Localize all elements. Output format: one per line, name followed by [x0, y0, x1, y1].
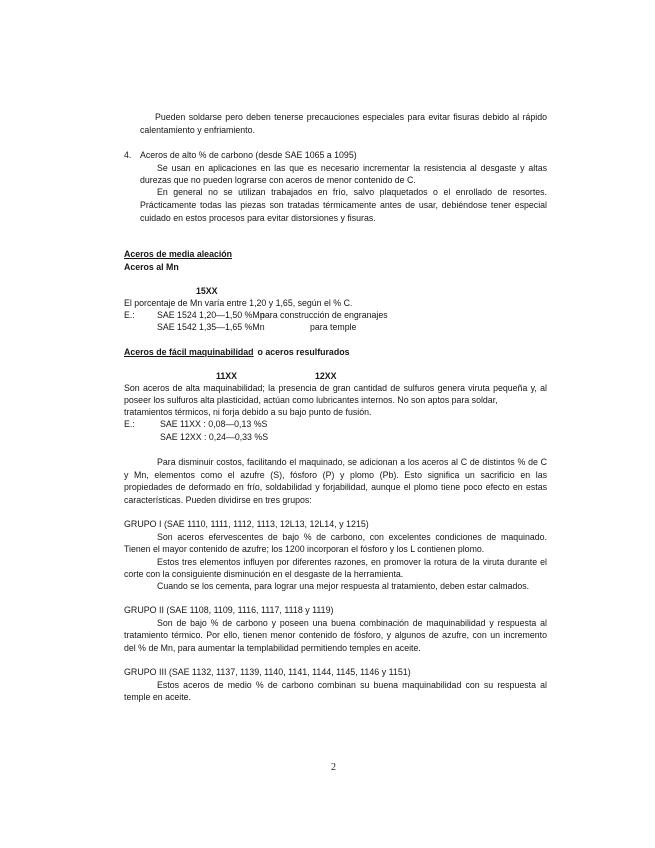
paragraph-line: Prácticamente todas las piezas son tratadas térmicamente antes de usar, debiéndose tener especial	[140, 200, 547, 210]
paragraph-line: Para disminuir costos, facilitando el maquinado, se adicionan a los aceros al C de distintos % de C	[157, 457, 547, 467]
paragraph-line: y Mn, elementos como el azufre (S), fósforo (P) y plomo (Pb). Esto significa un sacrificio en las	[124, 470, 547, 480]
section-heading-main: Aceros de fácil maquinabilidad	[124, 347, 254, 357]
series-code: 12XX	[315, 371, 337, 381]
paragraph-line: corte con la consiguiente disminución en el desgaste de la herramienta.	[124, 569, 404, 579]
paragraph-line: poseer los sulfuros alta plasticidad, actúan como lubricantes internos. No son aptos para soldar,	[124, 395, 498, 405]
example-label: E.:	[124, 419, 135, 429]
series-code: 15XX	[196, 286, 218, 296]
paragraph-line: características. Pueden dividirse en tres grupos:	[124, 495, 312, 505]
paragraph-line: Estos aceros de medio % de carbono combinan su buena maquinabilidad con su respuesta al	[157, 680, 547, 690]
paragraph-line: cuidado en estos procesos para evitar distorsiones y fisuras.	[140, 213, 376, 223]
series-code: 11XX	[216, 371, 238, 381]
group-title: GRUPO III (SAE 1132, 1137, 1139, 1140, 1141, 1144, 1145, 1146 y 1151)	[124, 667, 411, 677]
section-heading: Aceros de media aleación	[124, 249, 233, 259]
example-grade: SAE 12XX : 0,24—0,33 %S	[160, 432, 269, 442]
paragraph-line: Cuando se los cementa, para lograr una mejor respuesta al tratamiento, deben estar calmados.	[157, 581, 530, 591]
list-item-title: Aceros de alto % de carbono (desde SAE 1065 a 1095)	[140, 150, 357, 160]
example-use: para construcción de engranajes	[260, 310, 388, 320]
paragraph-line: Se usan en aplicaciones en las que es necesario incrementar la resistencia al desgaste y altas	[157, 163, 547, 173]
paragraph-line: Son de bajo % de carbono y poseen una buena combinación de maquinabilidad y respuesta al	[157, 618, 547, 628]
paragraph-line: calentamiento y enfriamiento.	[140, 125, 255, 135]
example-label: E.:	[124, 310, 135, 320]
paragraph-line: Son aceros de alta maquinabilidad; la presencia de gran cantidad de sulfuros genera viruta pequeña y, al	[124, 383, 547, 393]
section-heading	[124, 346, 349, 358]
paragraph-line: propiedades de deformado en frío, soldabilidad y forjabilidad, aunque el plomo tiene poco efecto en estas	[124, 482, 547, 492]
paragraph-line: durezas que no pueden lograrse con aceros de menor contenido de C.	[140, 175, 416, 185]
paragraph-line: Estos tres elementos influyen por diferentes razones, en promover la rotura de la viruta durante el	[157, 557, 547, 567]
example-grade: SAE 1542 1,35—1,65 %Mn	[157, 322, 265, 332]
section-subheading: Aceros al Mn	[124, 262, 179, 272]
list-number: 4.	[124, 150, 132, 160]
paragraph-line: Tienen el mayor contenido de azufre; los 1200 incorporan el fósforo y los L contienen plomo.	[124, 544, 485, 554]
paragraph-line: tratamientos térmicos, ni forja debido a su bajo punto de fusión.	[124, 407, 372, 417]
paragraph-line: El porcentaje de Mn varía entre 1,20 y 1,65, según el % C.	[124, 298, 353, 308]
group-title: GRUPO I (SAE 1110, 1111, 1112, 1113, 12L13, 12L14, y 1215)	[124, 519, 369, 529]
example-grade: SAE 1524 1,20—1,50 %Mn	[157, 310, 265, 320]
group-title: GRUPO II (SAE 1108, 1109, 1116, 1117, 1118 y 1119)	[124, 605, 334, 615]
paragraph-line: del % de Mn, para aumentar la templabilidad permitiendo temples en aceite.	[124, 643, 421, 653]
section-heading-suffix: o aceros resulfurados	[257, 347, 350, 357]
paragraph-line: temple en aceite.	[124, 692, 191, 702]
paragraph-line: Son aceros efervescentes de bajo % de carbono, con excelentes condiciones de maquinado.	[157, 532, 547, 542]
example-use: para temple	[310, 322, 357, 332]
example-grade: SAE 11XX : 0,08—0,13 %S	[160, 419, 268, 429]
paragraph-line: tratamiento térmico. Por ello, tienen menor contenido de fósforo, y algunos de azufre, con un incremento	[124, 630, 547, 640]
page-number: 2	[331, 762, 336, 773]
paragraph-line: En general no se utilizan trabajados en frío, salvo plaquetados o el enrollado de resortes.	[157, 187, 547, 197]
paragraph-line: Pueden soldarse pero deben tenerse precauciones especiales para evitar fisuras debido al rápido	[155, 112, 547, 122]
